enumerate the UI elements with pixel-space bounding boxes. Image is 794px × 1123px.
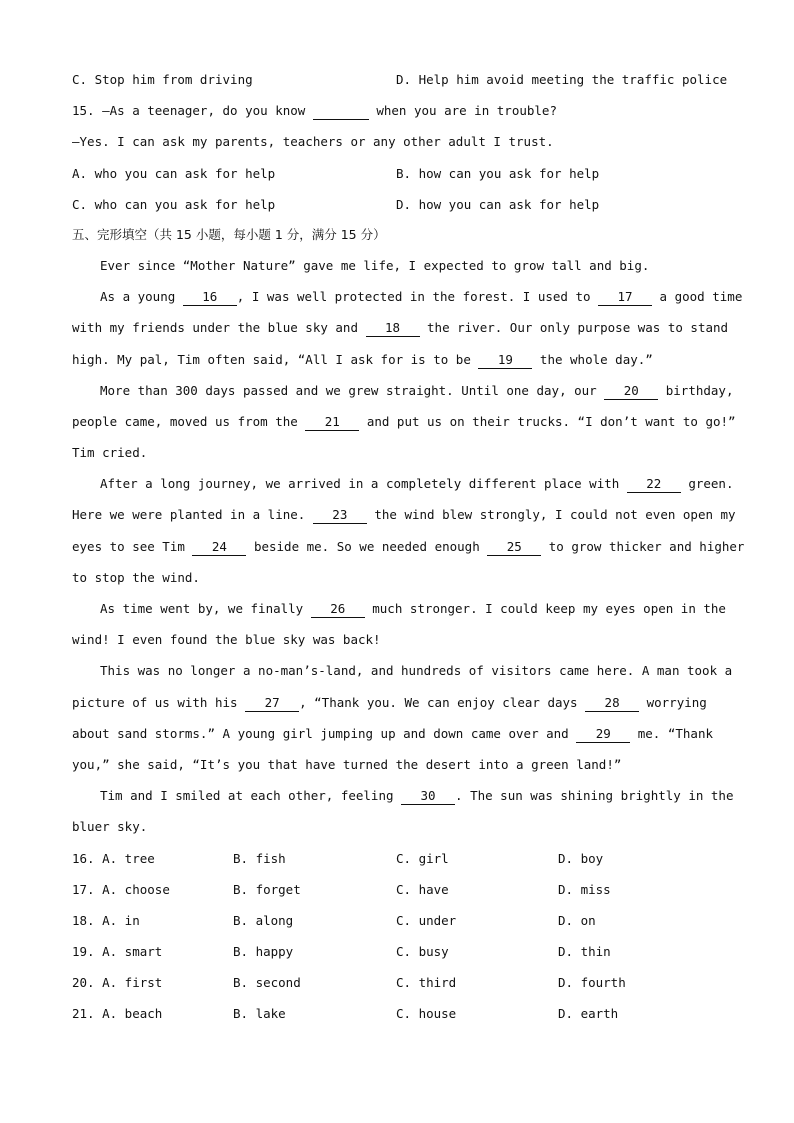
option-a-text: A. beach [102,1006,163,1022]
option-a-text: A. choose [102,881,170,897]
q15-answer: —Yes. I can ask my parents, teachers or any other adult I trust. [72,134,554,150]
q14-option-d: D. Help him avoid meeting the traffic police [396,72,728,87]
text: After a long journey, we arrived in a completely different place with [100,476,627,492]
text: with my friends under the blue sky and [72,320,366,336]
blank-30: 30 [401,788,455,805]
text: Here we were planted in a line. [72,507,313,523]
passage-p1: Ever since “Mother Nature” gave me life, I expected to grow tall and big. [100,257,650,273]
text: to grow thicker and higher [541,538,745,554]
option-b: B. lake [233,1006,286,1022]
question-number: 17. [72,881,95,897]
passage-p4-line1 [72,468,734,499]
q15-text-post: when you are in trouble? [368,103,557,119]
passage-p2-line2 [72,312,729,343]
passage-p3-line3: Tim cried. [72,445,148,461]
passage-p6-line2 [72,687,722,718]
option-c: C. busy [396,944,449,960]
text: much stronger. I could keep my eyes open in the [364,601,726,616]
blank-22: 22 [627,476,681,493]
text: the wind blew strongly, I could not even open my [366,507,736,523]
blank-16: 16 [183,289,237,306]
option-c: C. have [396,881,449,897]
text: As a young [100,289,183,305]
q15-question [72,95,722,126]
q15-option-d: D. how you can ask for help [396,196,600,212]
option-d: D. on [558,912,596,928]
text: birthday, [658,382,734,398]
text: about sand storms.” A young girl jumping up and down came over and [72,725,577,741]
option-a [72,936,162,967]
blank-28: 28 [585,695,639,712]
text: beside me. So we needed enough [246,538,488,554]
text: the river. Our only purpose was to stand [419,320,729,336]
blank-23: 23 [313,507,367,524]
question-number: 20. [72,975,95,991]
option-c: C. under [396,912,457,928]
text: high. My pal, Tim often said, “All I ask for is to be [72,351,479,367]
blank-24: 24 [192,539,246,556]
option-d: D. fourth [558,975,626,991]
passage-p6-line4: you,” she said, “It’s you that have turned the desert into a green land!” [72,756,622,772]
option-a [72,967,162,998]
question-number: 18. [72,912,95,928]
option-a-text: A. first [102,975,163,991]
option-c: C. third [396,975,457,991]
blank-18: 18 [366,320,420,337]
option-d: D. thin [558,944,611,960]
option-a-text: A. in [102,912,140,928]
passage-p4-line3 [72,531,745,562]
question-number: 19. [72,944,95,960]
text: worrying [639,694,707,710]
options-row-18 [72,905,722,936]
option-a [72,843,155,874]
options-row-20 [72,967,722,998]
text: . The sun was shining brightly in the [455,788,734,804]
passage-p3-line2 [72,406,736,437]
q14-option-c: C. Stop him from driving [72,72,253,87]
option-d: D. earth [558,1006,619,1022]
exam-page [72,64,745,1030]
q15-options-row-2 [72,189,722,220]
text: people came, moved us from the [72,413,306,429]
text: , “Thank you. We can enjoy clear days [299,694,586,710]
option-b: B. fish [233,850,286,866]
text: and put us on their trucks. “I don’t want to go!” [359,413,736,429]
passage-p7-line2: bluer sky. [72,819,148,835]
passage-p6-line1: This was no longer a no-man’s-land, and hundreds of visitors came here. A man took a [100,663,733,679]
section-heading: 五、完形填空（共 15 小题，每小题 1 分，满分 15 分） [72,226,386,242]
text: a good time [652,289,743,305]
passage-p4-line2 [72,499,736,530]
text: me. “Thank [630,725,714,741]
question-number: 21. [72,1006,95,1022]
blank-26: 26 [311,601,365,618]
options-row-21 [72,998,722,1029]
blank-25: 25 [487,539,541,556]
option-b: B. forget [233,881,301,897]
option-d: D. miss [558,881,611,897]
options-row-19 [72,936,722,967]
passage-p2-line1 [72,281,743,312]
blank-19: 19 [478,352,532,369]
blank-17: 17 [598,289,652,306]
option-b: B. along [233,912,294,928]
text: More than 300 days passed and we grew straight. Until one day, our [100,382,605,398]
passage-p4-line4: to stop the wind. [72,569,200,585]
q15-option-c: C. who can you ask for help [72,196,276,212]
option-b: B. second [233,975,301,991]
text: picture of us with his [72,694,246,710]
options-row-16 [72,843,722,874]
option-c: C. house [396,1006,457,1022]
option-b: B. happy [233,944,294,960]
blank-20: 20 [604,383,658,400]
option-a [72,905,140,936]
passage-p6-line3 [72,718,722,749]
blank-27: 27 [245,695,299,712]
q15-blank [313,103,369,120]
q15-text-pre: 15. —As a teenager, do you know [72,103,313,119]
text: the whole day.” [532,351,653,367]
blank-29: 29 [576,726,630,743]
q15-option-b: B. how can you ask for help [396,165,600,181]
option-a-text: A. tree [102,850,155,866]
option-c: C. girl [396,850,449,866]
text: Tim and I smiled at each other, feeling [100,788,402,804]
q15-option-a: A. who you can ask for help [72,165,276,181]
passage-p7-line1 [72,780,734,811]
passage-p3-line1 [72,375,734,406]
option-a-text: A. smart [102,944,163,960]
passage-p5-line1 [72,593,726,624]
q15-options-row-1 [72,158,722,189]
option-d: D. boy [558,850,604,866]
options-row-17 [72,874,722,905]
text: , I was well protected in the forest. I used to [236,289,599,305]
text: eyes to see Tim [72,538,193,554]
option-a [72,998,162,1029]
question-number: 16. [72,850,95,866]
passage-p5-line2: wind! I even found the blue sky was back! [72,632,381,648]
text: As time went by, we finally [100,601,311,616]
option-a [72,874,170,905]
blank-21: 21 [305,414,359,431]
text: green. [680,476,734,492]
q14-options-row [72,64,728,95]
passage-p2-line3 [72,344,722,375]
